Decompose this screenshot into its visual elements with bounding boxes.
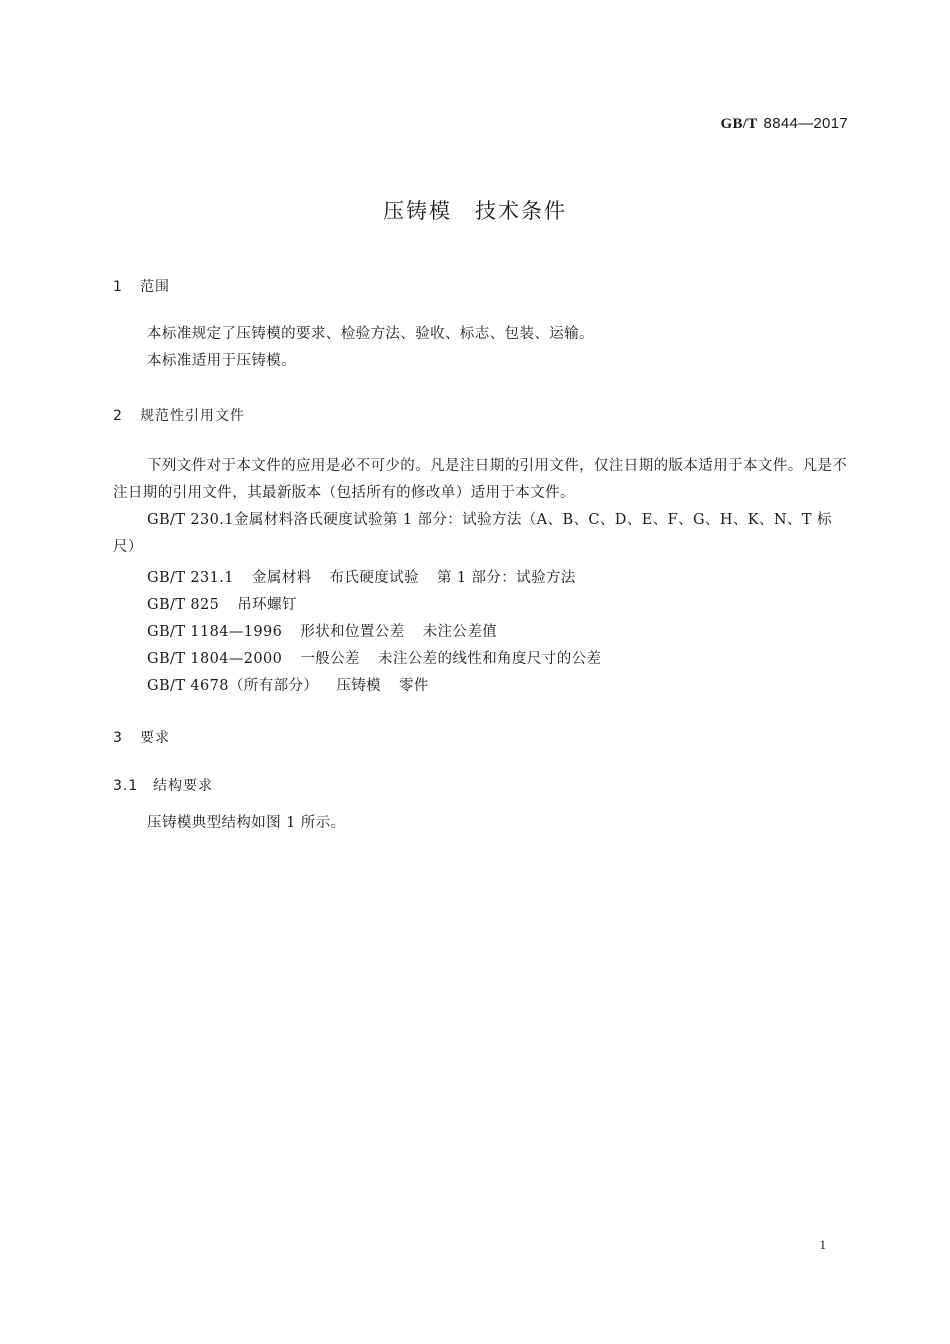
reference-item [147,566,576,587]
section-1-paragraph-1: 本标准规定了压铸模的要求、检验方法、验收、标志、包装、运输。 [147,326,594,342]
reference-title-part: 布氏硬度试验 [329,570,419,586]
section-title: 结构要求 [153,778,213,794]
section-number: 2 [113,408,123,424]
reference-code: GB/T 1804—2000 [147,651,283,667]
section-3-1-heading [113,775,213,795]
section-3-heading [113,727,170,747]
reference-code: GB/T 1184—1996 [147,624,283,640]
reference-title-part: 金属材料 [251,570,312,586]
section-3-1-paragraph: 压铸模典型结构如图 1 所示。 [147,815,346,831]
reference-title-part: 第 1 部分：试验方法（A、B、C、D、E、F、G、H、K、N、T 标尺） [113,512,832,555]
reference-code: GB/T 230.1 [147,512,234,528]
section-2-intro: 下列文件对于本文件的应用是必不可少的。凡是注日期的引用文件，仅注日期的版本适用于本文件。凡是不注日期的引用文件，其最新版本（包括所有的修改单）适用于本文件。 [113,458,848,501]
reference-title-part: 未注公差的线性和角度尺寸的公差 [377,651,602,667]
reference-item [113,507,850,561]
standard-code [721,114,849,133]
reference-item [147,674,429,695]
reference-title-part: 洛氏硬度试验 [293,512,383,528]
section-2-heading [113,405,245,425]
section-1-heading [113,276,170,296]
reference-title-part: 零件 [399,678,429,694]
reference-title-part: 压铸模 [336,678,382,694]
reference-title-part: 金属材料 [233,512,294,528]
reference-item [147,647,601,668]
standard-number: 8844—2017 [763,115,848,132]
section-number: 3 [113,730,123,746]
section-number: 1 [113,279,123,295]
reference-code: GB/T 825 [147,597,220,613]
reference-code: GB/T 231.1 [147,570,234,586]
standard-prefix: GB/T [720,116,758,132]
section-1-paragraph-2: 本标准适用于压铸模。 [147,353,296,369]
reference-title-part: 第 1 部分：试验方法 [436,570,576,586]
reference-item [147,620,497,641]
document-title: 压铸模 技术条件 [383,199,567,223]
reference-item [147,593,297,614]
reference-code: GB/T 4678（所有部分） [147,678,319,694]
reference-title-part: 一般公差 [300,651,360,667]
section-title: 范围 [140,279,170,295]
section-number: 3.1 [113,778,139,794]
section-title: 要求 [140,730,170,746]
page-number: 1 [819,1237,826,1252]
reference-title-part: 未注公差值 [422,624,498,640]
reference-title-part: 吊环螺钉 [237,597,297,613]
reference-title-part: 形状和位置公差 [300,624,405,640]
section-title: 规范性引用文件 [140,408,245,424]
